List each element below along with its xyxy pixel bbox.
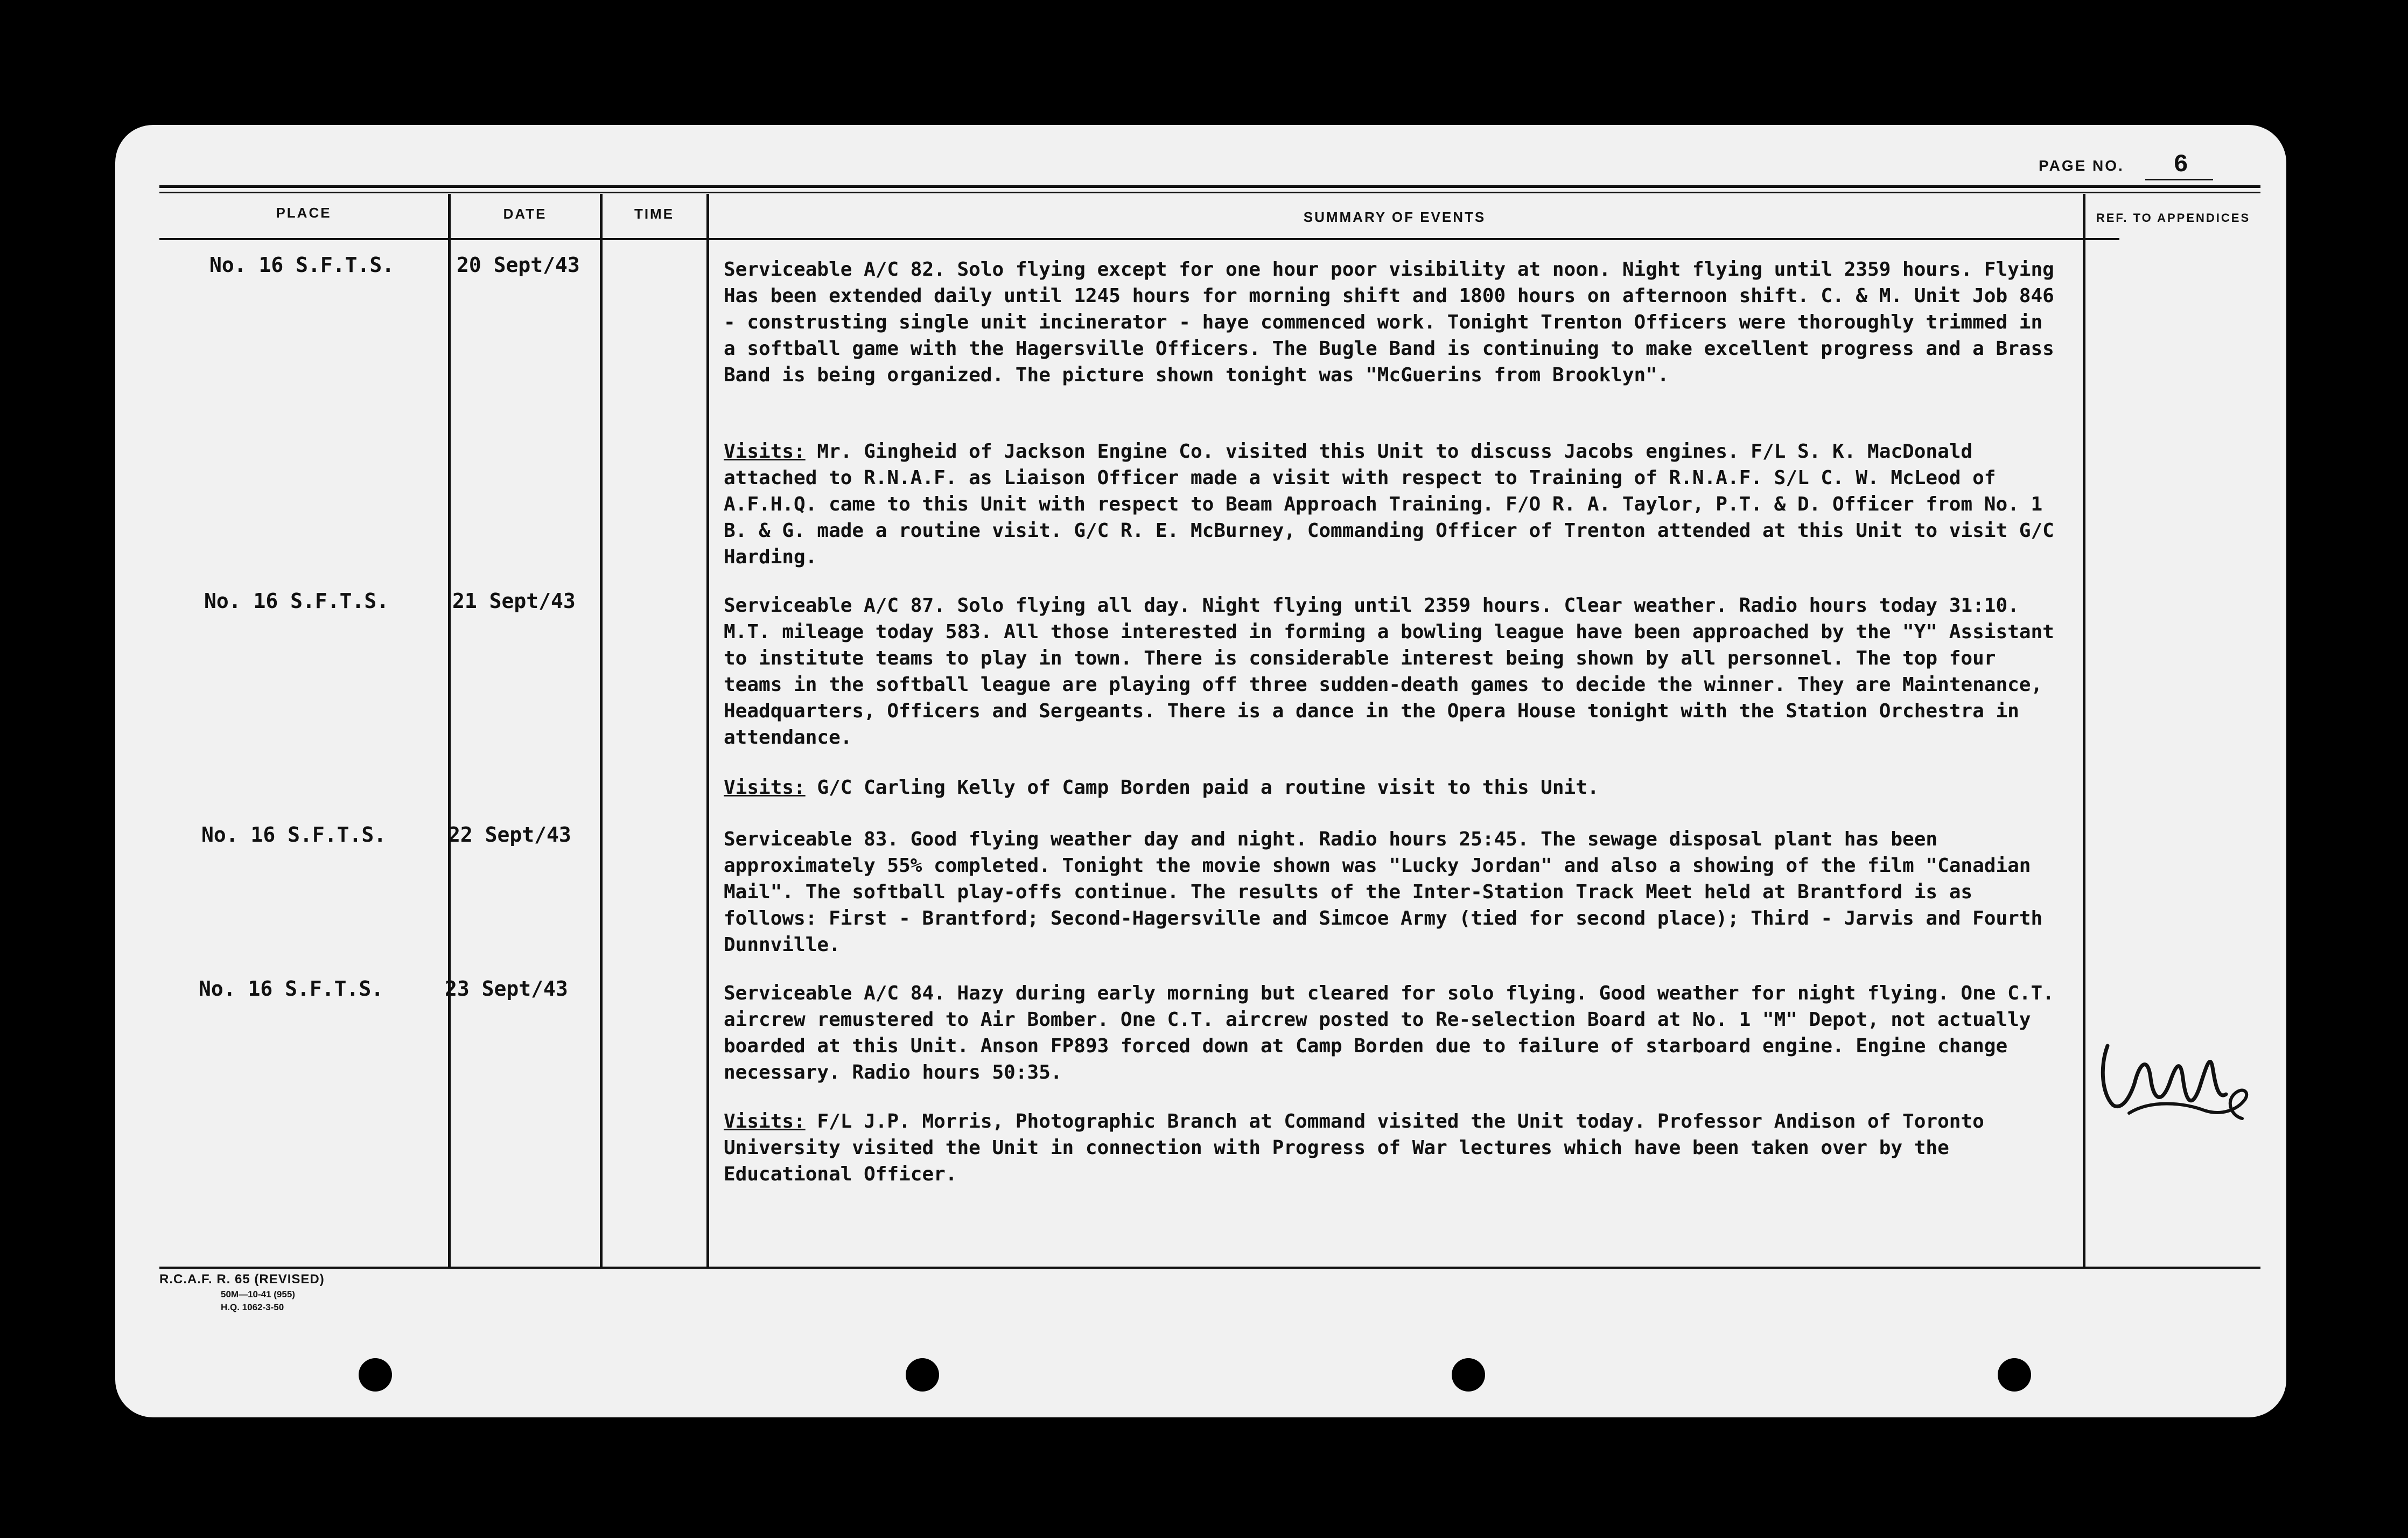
summary-text: Serviceable A/C 84. Hazy during early morning but cleared for solo flying. Good weather for night flying. One C.T. aircrew remustered to Air Bomber. One C.T. aircrew posted to Re-selection Board at No. 1 "M" Depot, not actually boarded at this Unit. Anson FP893 forced down at Camp Borden due to failure of starboard engine. Engine change necessary. Radio hours 50:35. — [724, 982, 2054, 1083]
summary-text: Serviceable A/C 82. Solo flying except for one hour poor visibility at noon. Night flying until 2359 hours. Flying Has been extended daily until 1245 hours for morning shift and 1800 hours on afternoon shift. C. & M. Unit Job 846 - construsting single unit incinerator - haye commenced work. Tonight Trenton Officers were thoroughly trimmed in a softball game with the Hagersville Officers. The Bugle Band is continuing to make excellent progress and a Brass Band is being organized. The picture shown tonight was "McGuerins from Brooklyn". — [724, 258, 2054, 386]
column-header-time: TIME — [634, 206, 675, 222]
visits-text: G/C Carling Kelly of Camp Borden paid a routine visit to this Unit. — [805, 777, 1599, 799]
summary-text: Serviceable A/C 87. Solo flying all day. Night flying until 2359 hours. Clear weather. Radio hours today 31:10. M.T. mileage today 583. All those interested in forming a bowling league have been approached by the "Y" Assistant to institute teams to play in town. There is considerable interest being shown by all personnel. The top four teams in the softball league are playing off three sudden-death games to decide the winner. They are Maintenance, Headquarters, Officers and Sergeants. There is a dance in the Opera House tonight with the Station Orchestra in attendance. — [724, 595, 2054, 749]
entry-summary — [724, 256, 2064, 388]
entry-place: No. 16 S.F.T.S. — [201, 823, 387, 847]
column-header-date: DATE — [503, 206, 547, 222]
logbook-page — [115, 125, 2286, 1417]
entry-visits — [724, 438, 2064, 570]
entry-summary — [724, 980, 2064, 1086]
visits-label: Visits: — [724, 1110, 806, 1132]
punch-hole — [359, 1358, 392, 1392]
punch-hole — [1998, 1358, 2031, 1392]
column-header-summary: SUMMARY OF EVENTS — [1303, 209, 1486, 225]
punch-hole — [906, 1358, 939, 1392]
form-hq-code: H.Q. 1062-3-50 — [221, 1302, 284, 1312]
punch-hole — [1452, 1358, 1485, 1392]
entry-summary — [724, 826, 2064, 958]
handwritten-signature-icon — [2097, 1035, 2258, 1127]
entry-date: 22 Sept/43 — [448, 823, 571, 847]
form-code: R.C.A.F. R. 65 (REVISED) — [159, 1272, 325, 1287]
entry-place: No. 16 S.F.T.S. — [209, 253, 395, 277]
table-bottom-rule — [159, 1267, 2260, 1269]
visits-text: Mr. Gingheid of Jackson Engine Co. visited this Unit to discuss Jacobs engines. F/L S. K. MacDonald attached to R.N.A.F. as Liaison Officer made a visit with respect to Training of R.N.A.F. S/L C. W. McLeod of A.F.H.Q. came to this Unit with respect to Beam Approach Training. F/O R. A. Taylor, P.T. & D. Officer from No. 1 B. & G. made a routine visit. G/C R. E. McBurney, Commanding Officer of Trenton attended at this Unit to visit G/C Harding. — [724, 441, 2054, 568]
visits-label: Visits: — [724, 777, 806, 799]
entry-date: 23 Sept/43 — [445, 977, 568, 1001]
visits-text: F/L J.P. Morris, Photographic Branch at Command visited the Unit today. Professor Andison of Toronto University visited the Unit in connection with Progress of War lectures which have been taken over by the Educational Officer. — [724, 1110, 1984, 1185]
column-header-place: PLACE — [276, 205, 332, 221]
entry-place: No. 16 S.F.T.S. — [199, 977, 384, 1001]
page-number: 6 — [2145, 151, 2213, 180]
entry-summary — [724, 592, 2064, 751]
form-print-run: 50M—10-41 (955) — [221, 1289, 295, 1299]
column-divider-summary — [2083, 194, 2085, 1267]
column-header-ref: REF. TO APPENDICES — [2096, 211, 2251, 225]
header-top-rule — [159, 185, 2260, 188]
column-divider-time — [706, 194, 709, 1267]
visits-label: Visits: — [724, 441, 806, 463]
column-divider-place — [448, 194, 451, 1267]
page-number-label: PAGE NO. — [2039, 157, 2124, 174]
summary-text: Serviceable 83. Good flying weather day and night. Radio hours 25:45. The sewage disposal plant has been approximately 55% completed. Tonight the movie shown was "Lucky Jordan" and also a showing of the film "Canadian Mail". The softball play-offs continue. The results of the Inter-Station Track Meet held at Brantford is as follows: First - Brantford; Second-Hagersville and Simcoe Army (tied for second place); Third - Jarvis and Fourth Dunnville. — [724, 828, 2043, 956]
entry-visits — [724, 774, 2064, 801]
entry-date: 20 Sept/43 — [457, 253, 580, 277]
header-top-rule-thin — [159, 192, 2260, 193]
entry-place: No. 16 S.F.T.S. — [204, 589, 389, 613]
header-bottom-rule — [159, 238, 2119, 240]
entry-visits — [724, 1108, 2064, 1187]
column-divider-date — [600, 194, 603, 1267]
entry-date: 21 Sept/43 — [452, 589, 576, 613]
